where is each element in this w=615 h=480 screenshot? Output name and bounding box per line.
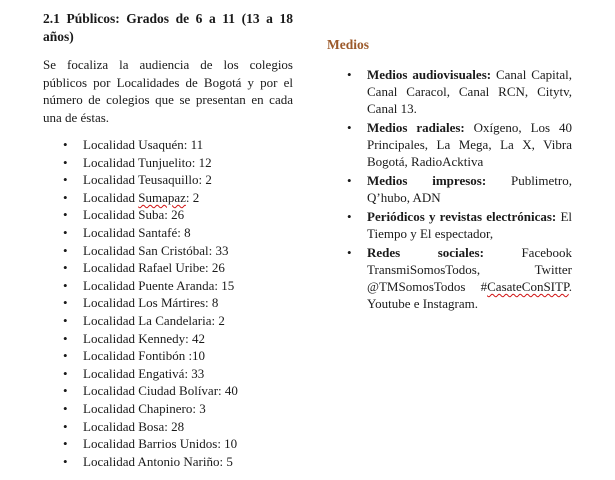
locality-name: Chapinero: 3 [138, 400, 206, 416]
left-column [43, 10, 293, 470]
medios-item-text: Publimetro, Q’hubo, ADN [367, 173, 572, 205]
medios-item-text: Canal Capital, Canal Caracol, Canal RCN, Citytv, Canal 13. [367, 67, 573, 116]
right-column [327, 36, 572, 314]
locality-name: Usaquén: 11 [138, 137, 204, 152]
locality-item [43, 242, 293, 260]
medios-item [327, 172, 572, 206]
locality-prefix: Localidad [83, 189, 139, 205]
locality-item [43, 294, 293, 312]
locality-prefix: Localidad [83, 312, 139, 328]
locality-name: Teusaquillo: 2 [138, 172, 212, 188]
medios-heading: Medios [327, 37, 369, 52]
locality-prefix: Localidad [83, 453, 138, 469]
locality-prefix: Localidad [83, 436, 139, 452]
locality-prefix: Localidad [83, 207, 139, 223]
locality-prefix: Localidad [83, 295, 139, 311]
locality-prefix: Localidad [83, 348, 139, 364]
locality-name: Tunjuelito: 12 [138, 154, 212, 170]
medios-item-label: Medios impresos: [367, 173, 487, 188]
medios-item-text: El Tiempo y El espectador, [367, 209, 572, 241]
medios-item-text: Facebook TransmiSomosTodos, Twitter @TMSomosTodos # [367, 245, 572, 294]
locality-prefix: Localidad [83, 383, 139, 399]
locality-name: Ciudad Bolívar: 40 [138, 383, 238, 399]
locality-item [43, 259, 293, 277]
locality-prefix: Localidad [83, 154, 138, 170]
locality-name: Rafael Uribe: 26 [138, 260, 225, 276]
locality-prefix: Localidad [83, 224, 139, 240]
medios-item-label: Redes sociales: [367, 245, 484, 260]
locality-item [43, 206, 293, 224]
locality-item [43, 312, 293, 330]
medios-item-label: Medios radiales: [367, 120, 465, 135]
locality-name: Puente Aranda: 15 [138, 277, 235, 293]
medios-item [327, 119, 572, 170]
locality-item [43, 347, 293, 365]
medios-item [327, 244, 572, 312]
localities-list [43, 136, 293, 470]
locality-prefix: Localidad [83, 418, 139, 434]
locality-name: Antonio Nariño: 5 [137, 453, 233, 469]
locality-prefix: Localidad [83, 365, 139, 381]
locality-item [43, 453, 293, 471]
locality-prefix: Localidad [83, 242, 139, 258]
medios-item [327, 66, 572, 117]
locality-prefix: Localidad [83, 400, 139, 416]
locality-item [43, 382, 293, 400]
locality-item [43, 435, 293, 453]
intro-paragraph: Se focaliza la audiencia de los colegios públicos por Localidades de Bogotá y por el número de colegios que se presentan en cada una de éstas. [43, 57, 293, 125]
section-heading: 2.1 Públicos: Grados de 6 a 11 (13 a 18 años) [43, 11, 293, 44]
medios-item [327, 208, 572, 242]
locality-item [43, 365, 293, 383]
locality-name: Bosa: 28 [138, 418, 185, 434]
locality-name: San Cristóbal: 33 [138, 242, 229, 258]
locality-prefix: Localidad [83, 172, 138, 188]
locality-name: Fontibón :10 [138, 348, 206, 364]
locality-count: : 2 [185, 189, 200, 205]
locality-item [43, 189, 293, 207]
locality-item [43, 171, 293, 189]
locality-item [43, 154, 293, 172]
locality-name: La Candelaria: 2 [138, 312, 225, 328]
locality-name: Engativá: 33 [138, 365, 205, 381]
medios-list [327, 66, 572, 312]
hashtag-text: CasateConSITP [487, 279, 569, 294]
locality-prefix: Localidad [83, 277, 139, 293]
locality-item [43, 330, 293, 348]
locality-item [43, 224, 293, 242]
locality-name: Barrios Unidos: 10 [138, 436, 238, 452]
medios-item-tail: . Youtube e Instagram. [367, 279, 572, 311]
locality-name: Los Mártires: 8 [138, 295, 219, 311]
locality-name: Sumapaz [138, 189, 186, 205]
locality-item [43, 136, 293, 154]
locality-item [43, 418, 293, 436]
medios-item-text: Oxígeno, Los 40 Principales, La Mega, La X, Vibra Bogotá, RadioAcktiva [367, 120, 572, 169]
locality-name: Suba: 26 [138, 207, 185, 223]
medios-item-label: Medios audiovisuales: [367, 67, 492, 82]
locality-name: Kennedy: 42 [138, 330, 206, 346]
locality-prefix: Localidad [83, 260, 139, 276]
medios-item-label: Periódicos y revistas electrónicas: [367, 209, 557, 224]
locality-item [43, 400, 293, 418]
locality-item [43, 277, 293, 295]
locality-name: Santafé: 8 [138, 224, 191, 240]
locality-prefix: Localidad [83, 330, 139, 346]
locality-prefix: Localidad [83, 137, 139, 152]
